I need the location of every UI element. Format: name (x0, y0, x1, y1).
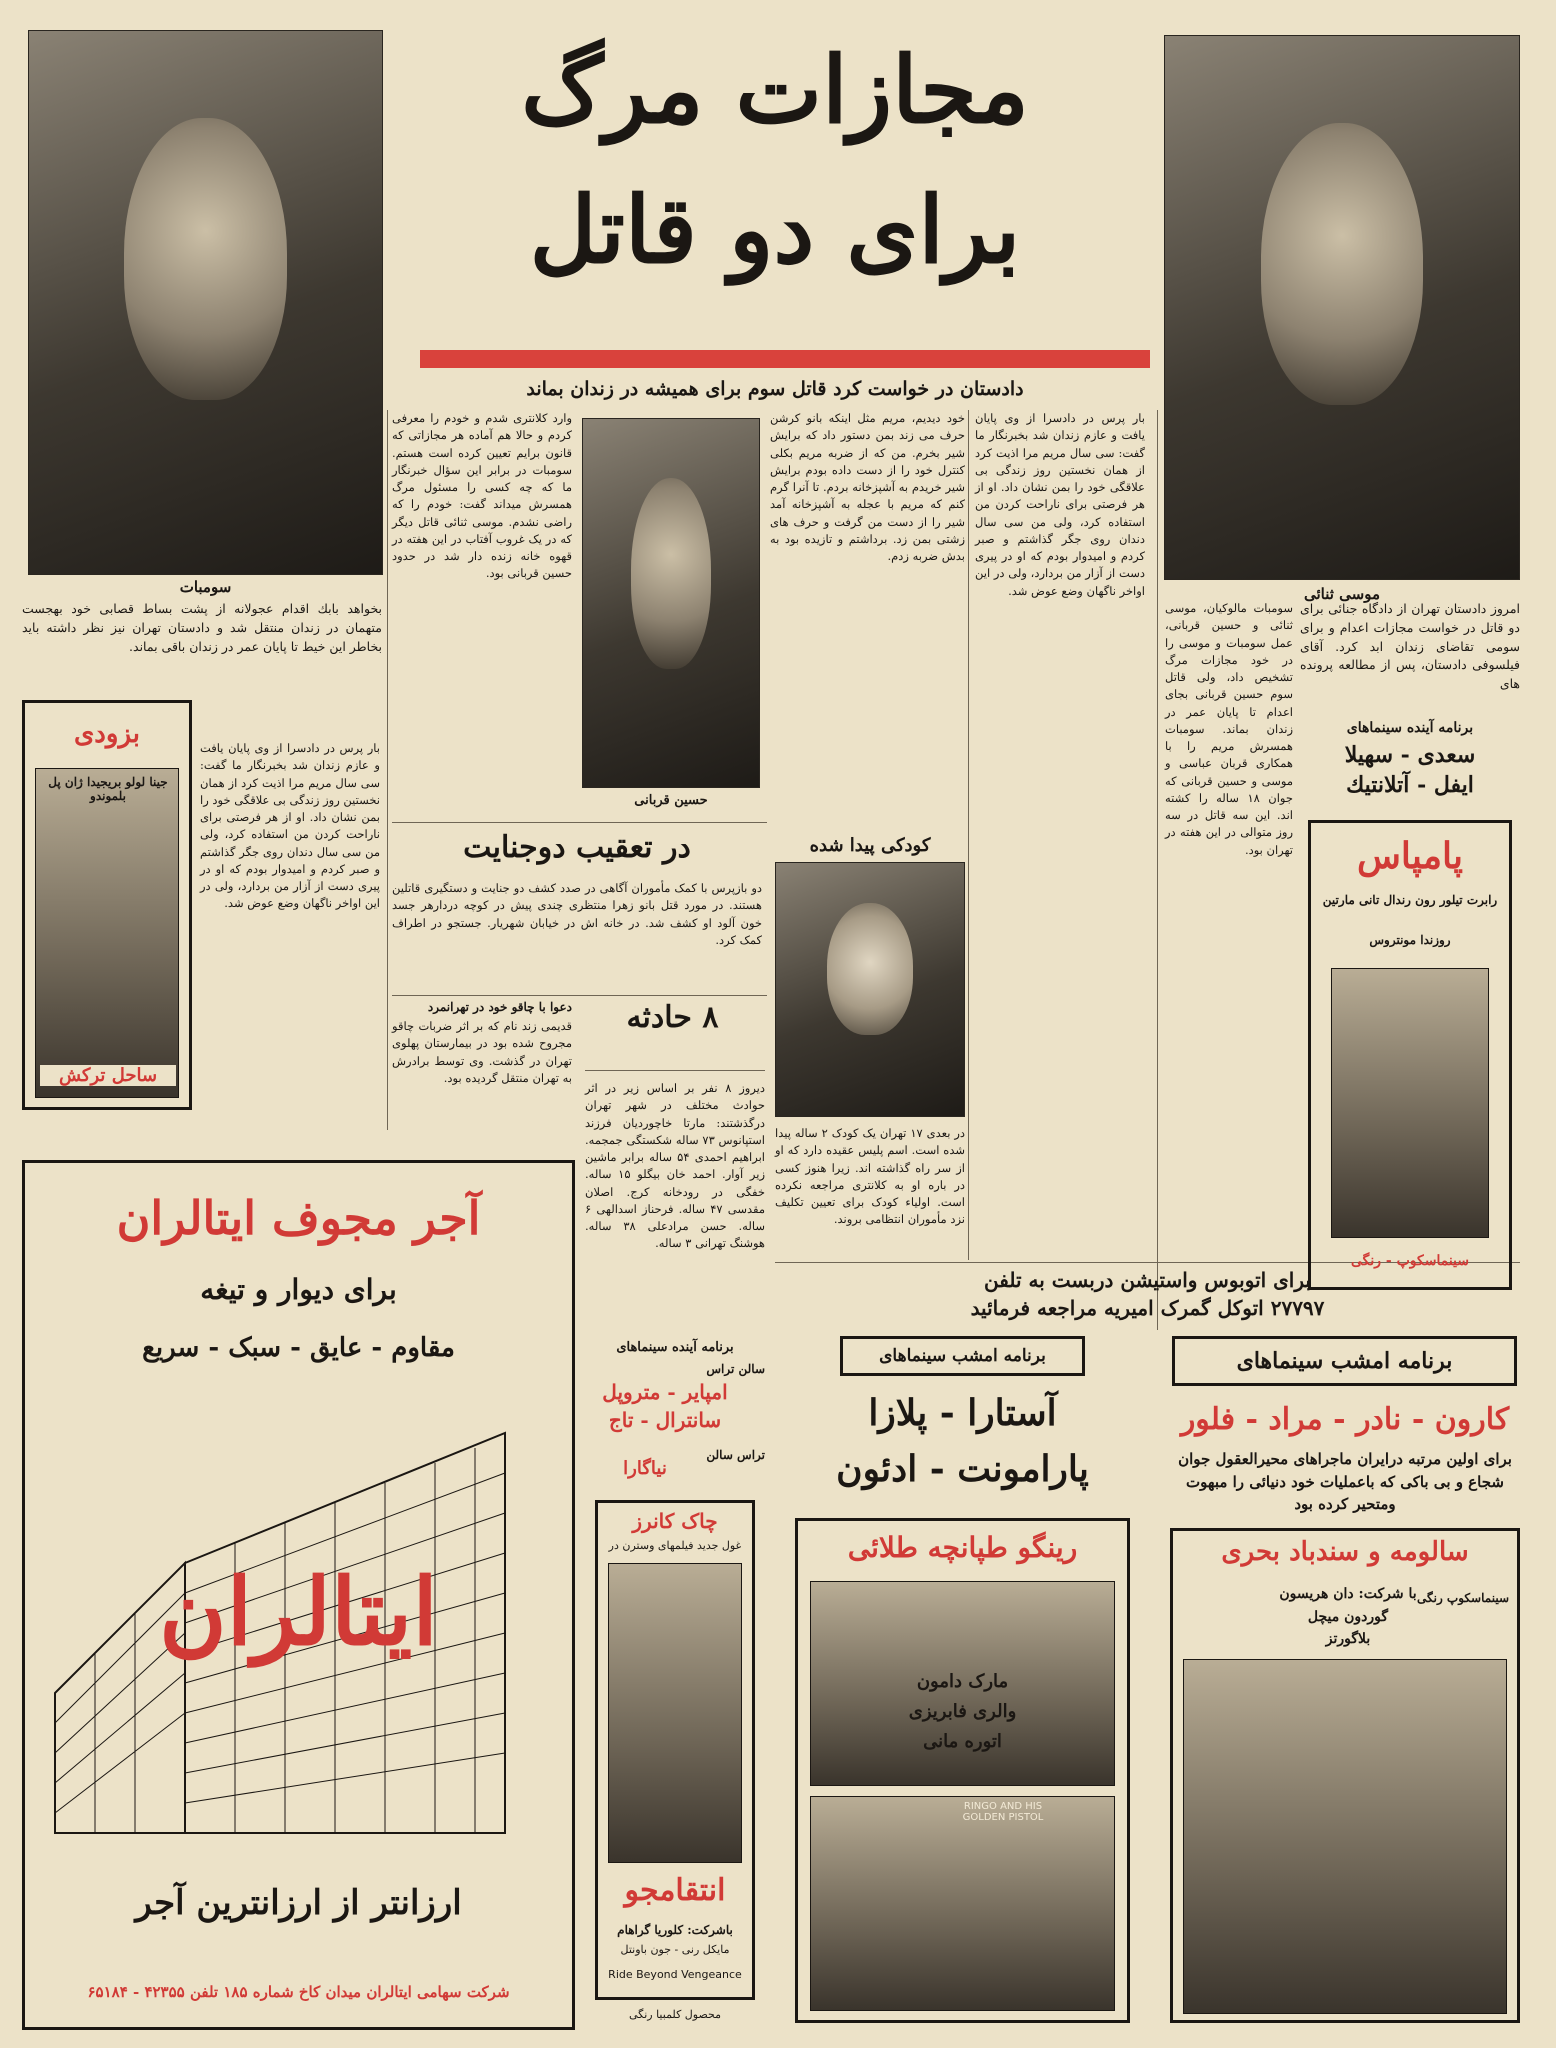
ad-sina-1-cast2: روزندا مونتروس (1369, 933, 1451, 947)
ad-bezudi (22, 700, 192, 1110)
ad-sina-1-footer: سینماسکوپ - رنگی (1350, 1253, 1470, 1269)
intro-left: بخواهد بابك اقدام عجولانه از پشت بساط قصابی خود بهجست متهمان در زندان منتقل شد و دادستان تهران نیز نظر داشته باید بخاطر این خیط تا پایان عمر در زندان باقی بماند. (22, 601, 382, 654)
ad-sina-2-cast: باشرکت: کلوریا گراهام (617, 1923, 733, 1937)
section-divider (392, 995, 767, 996)
ad-bezudi-poster-bottom: ساحل ترکش (40, 1065, 176, 1086)
ad-sina-3-cast2: والری فابریزی (908, 1701, 1017, 1722)
ad-sina-3-cinemas: آستارا - پلازا (868, 1392, 1057, 1434)
ad-ajor-line2: برای دیوار و تیغه (200, 1273, 397, 1306)
ad-sina-2 (585, 1340, 765, 2030)
ad-sina-1 (1300, 720, 1520, 1320)
ad-sina-1-image (1331, 968, 1489, 1238)
ad-sina-3-cast: مارک دامون (916, 1671, 1009, 1692)
ad-sina-2-row3: تراس سالن (706, 1448, 765, 1462)
ad-sina-4-film: سالومه و سندباد بحری (1221, 1537, 1469, 1567)
ad-sina-4-cinemas: کارون - نادر - مراد - فلور (1180, 1402, 1510, 1437)
ad-bezudi-poster-top: جینا لولو بریجیدا ژان پل بلموندو (48, 775, 168, 803)
column-divider (387, 410, 388, 1130)
ad-sina-4-header: برنامه امشب سینماهای (1172, 1336, 1517, 1386)
photo-child (775, 862, 965, 1117)
ad-sina-2-film-sub: غول جدید فیلمهای وسترن در (608, 1539, 742, 1552)
ad-sina-4 (1160, 1330, 1530, 2030)
ad-sina-3-cast3: اتوره مانی (923, 1731, 1002, 1752)
ad-sina-2-poster (595, 1500, 755, 2000)
article-col-2: سومبات مالوکیان، موسی ثنائی و حسین قربانی، عمل سومبات و موسی را در خود مجازات مرگ تشخیص داد، ولی قاتل سوم حسین قربانی بجای اعدام تا پایان عمر در زندان بماند. سومبات همسرش مریم را با همکاری قربان عباسی و موسی و حسین قربانی که جوان ۱۸ ساله را کشته اند. این سه قاتل در سه روز متوالی در این هفته در تهران بود. (1165, 601, 1293, 857)
ad-sina-2-row1b: امپایر - متروپل (602, 1380, 728, 1404)
chaghu-text: قدیمی زند نام که بر اثر ضربات چاقو مجروح شده بود در بیمارستان پهلوی تهران در گذشت. وی توسط برادرش به تهران منتقل گردیده بود. (392, 1019, 572, 1085)
ad-sina-2-row3b: نیاگارا (623, 1458, 667, 1479)
ad-sina-3-header: برنامه امشب سینماهای (840, 1336, 1085, 1376)
photo-sombat (28, 30, 383, 575)
ad-sina-2-image (608, 1563, 742, 1863)
ad-ajor (22, 1160, 575, 2030)
ad-bezudi-title: بزودی (73, 719, 141, 749)
ad-sina-2-english: Ride Beyond Vengeance (608, 1968, 742, 1981)
headline-rule (420, 350, 1150, 368)
jenayat-text: دو بازپرس با کمک مأموران آگاهی در صدد کشف دو جنایت و دستگیری قاتلین هستند. در مورد قتل بانو زهرا منتظری چندی پیش در کوچه دردارهر جسد خون آلود او کشف شد. در خانه اش در خیابان شهریار. جستجو در اطراف کمک کرد. (392, 881, 762, 947)
intro-right: امروز دادستان تهران از دادگاه جنائی برای دو قاتل در خواست مجازات اعدام و برای سومی تقاضای زندان ابد کرد. آقای فیلسوفی دادستان، پس از مطالعه پرونده های (1300, 601, 1520, 691)
ad-sina-4-cast: با شرکت: دان هریسون (1279, 1586, 1417, 1602)
section-divider (585, 1070, 765, 1071)
ad-sina-3-image2 (810, 1796, 1115, 2011)
photo-mousa (1164, 35, 1520, 580)
photo-hossein-caption: حسین قربانی (634, 793, 708, 808)
ad-sina-1-cast: رابرت تیلور رون رندال تانی مارتین (1322, 893, 1498, 907)
article-col-5: بار پرس در دادسرا از وی پایان یافت و عازم زندان شد بخبرنگار ما گفت: سی سال مریم مرا اذیت کرد از همان نخستین روز زندگی بی علاقگی خود را بمن نشان داد. او از هر فرصتی برای ناراحت کردن من استفاده کرد، ولی من سی سال دندان روی جگر گذاشتم و صبر کردم و امیدوار بودم که او در پیری دست از آزار من بردارد، ولی در این اواخر ناگهان وضع عوض شد. (200, 741, 380, 911)
ad-ajor-title: آجر مجوف ایتالران (116, 1191, 481, 1245)
ad-sina-4-image (1183, 1659, 1507, 2014)
ad-sina-2-footer: محصول کلمبیا رنگی (628, 2008, 722, 2021)
bus-notice-line2: ۲۷۷۹۷ اتوکل گمرک امیریه مراجعه فرمائید (970, 1296, 1325, 1320)
ad-ajor-brand: ایتالران (159, 1558, 438, 1666)
ad-sina-1-poster (1308, 820, 1512, 1290)
child-text: در بعدی ۱۷ تهران یک کودک ۲ ساله پیدا شده است. اسم پلیس عقیده دارد که او از سر راه گذاشته اند. زیرا هنوز کسی در باره او به کلانتری مراجعه نکرده است. اولیاء کودک برای تعیین تکلیف نزد مأموران انتظامی بروند. (775, 1126, 965, 1227)
photo-mousa-caption: موسی ثنائی (1303, 585, 1381, 603)
photo-hossein (582, 418, 760, 788)
ad-sina-2-cast2: مایکل رنی - جون باونتل (620, 1943, 730, 1956)
ad-sina-3 (780, 1330, 1145, 2030)
ad-sina-2-row1: سالن تراس (706, 1362, 765, 1376)
article-col-4: وارد کلانتری شدم و خودم را معرفی کردم و حالا هم آماده هر مجازاتی که قانون برایم تعیین کرده است هستم. سومبات در برابر این سؤال خبرنگار ما که چه کسی را مسئول مرگ همسرش میداند گفت: خودم را که راضی نشدم. موسی ثنائی قاتل دیگر که در یک غروب آفتاب در این هفته در قهوه خانه زنده دار شد در حدود حسین قربانی بود. (392, 411, 572, 581)
column-divider (1157, 410, 1158, 1330)
hadeseh-title: ۸ حادثه (626, 1000, 719, 1035)
ad-bezudi-poster (35, 768, 179, 1098)
bus-notice-line1: برای اتوبوس واستیشن دربست به تلفن (984, 1268, 1311, 1292)
headline-subtitle: دادستان در خواست کرد قاتل سوم برای همیشه در زندان بماند (526, 378, 1024, 400)
ad-ajor-line3: مقاوم - عایق - سبک - سریع (142, 1333, 455, 1363)
headline-line2: برای دو قاتل (529, 176, 1021, 284)
headline-line1: مجازات مرگ (521, 36, 1029, 144)
child-title: کودکی پیدا شده (809, 835, 931, 856)
ad-ajor-footer: شرکت سهامی ایتالران میدان کاخ شماره ۱۸۵ تلفن ۴۲۳۵۵ - ۶۵۱۸۴ (87, 1983, 510, 2001)
ad-sina-4-poster (1170, 1528, 1520, 2023)
ad-sina-1-cinemas: سعدی - سهیلا (1344, 742, 1476, 768)
ad-sina-1-cinemas2: ایفل - آتلانتیك (1346, 772, 1474, 798)
photo-sombat-caption: سومبات (179, 578, 232, 596)
ad-sina-2-film: انتقامجو (624, 1873, 726, 1908)
article-col-1: بار پرس در دادسرا از وی پایان یافت و عازم زندان شد بخبرنگار ما گفت: سی سال مریم مرا اذیت کرد از همان نخستین روز زندگی بی علاقگی خود را بمن نشان داد. او از هر فرصتی برای ناراحت کردن من استفاده کرد، ولی من سی سال دندان روی جگر گذاشتم و صبر کردم و امیدوار بودم که او در پیری دست از آزار من بردارد، ولی در این اواخر ناگهان وضع عوض شد. (975, 411, 1145, 598)
ad-sina-4-desc: برای اولین مرتبه درایران ماجراهای محیرالعقول جوان شجاع و بی باکی که باعملیات خود دنیائی را مبهوت ومتحیر کرده بود (1178, 1450, 1512, 1513)
ad-sina-3-english: RINGO AND HIS GOLDEN PISTOL (962, 1801, 1044, 1823)
article-col-3: خود دیدیم، مریم مثل اینکه بانو کرشن حرف می زند بمن دستور داد که برایش شیر بخرم. من که از ضربه مریم بکلی کنترل خود را از دست داده بودم برایش شیر خریدم به آشپزخانه بردم. تا آنرا گرم کنم که مریم با عجله به آشپزخانه آمد شیر را از دست من گرفت و حرف های زشتی بمن زد. برداشتم و تازیده بود به بدش ضربه زدم. (770, 411, 965, 563)
ad-ajor-slogan: ارزانتر از ارزانترین آجر (135, 1883, 462, 1923)
hadeseh-text: دیروز ۸ نفر بر اساس زیر در اثر حوادث مختلف در شهر تهران درگذشتند: مارتا خاچوردیان فرزند استپانوس ۷۳ ساله شکستگی جمجمه. ابراهیم احمدی ۵۴ ساله برابر ماشین زیر آوار. احمد خان بیگلو ۱۵ ساله. خفگی در رودخانه کرج. اصلان مقدسی ۴۷ ساله. فرحناز اسدالهی ۶ ساله. حسن مرادعلی ۳۸ ساله. هوشنگ تهرانی ۳ ساله. (585, 1081, 765, 1251)
ad-sina-2-row2: سانترال - تاج (608, 1408, 722, 1432)
ad-sina-3-poster (795, 1518, 1130, 2023)
ad-sina-4-tag: سینماسکوپ رنگی (1416, 1591, 1509, 1605)
jenayat-title: در تعقیب دوجنایت (463, 830, 691, 865)
section-divider (392, 822, 767, 823)
ad-sina-1-film: پامپاس (1356, 835, 1464, 877)
ad-sina-4-cast2: گوردون میچل (1307, 1609, 1389, 1625)
ad-sina-3-film: رینگو طپانچه طلائی (847, 1531, 1078, 1564)
ad-sina-4-cast3: بلاگورتز (1325, 1631, 1371, 1647)
ad-sina-2-film-top: چاک کانرز (632, 1509, 718, 1533)
ad-sina-1-header: برنامه آینده سینماهای (1346, 720, 1474, 736)
column-divider (968, 410, 969, 1260)
ad-sina-2-header: برنامه آینده سینماهای (616, 1340, 734, 1355)
chaghu-title: دعوا با چاقو خود در تهرانمرد (427, 1000, 572, 1014)
ad-sina-3-cinemas2: پارامونت - ادئون (836, 1448, 1089, 1490)
